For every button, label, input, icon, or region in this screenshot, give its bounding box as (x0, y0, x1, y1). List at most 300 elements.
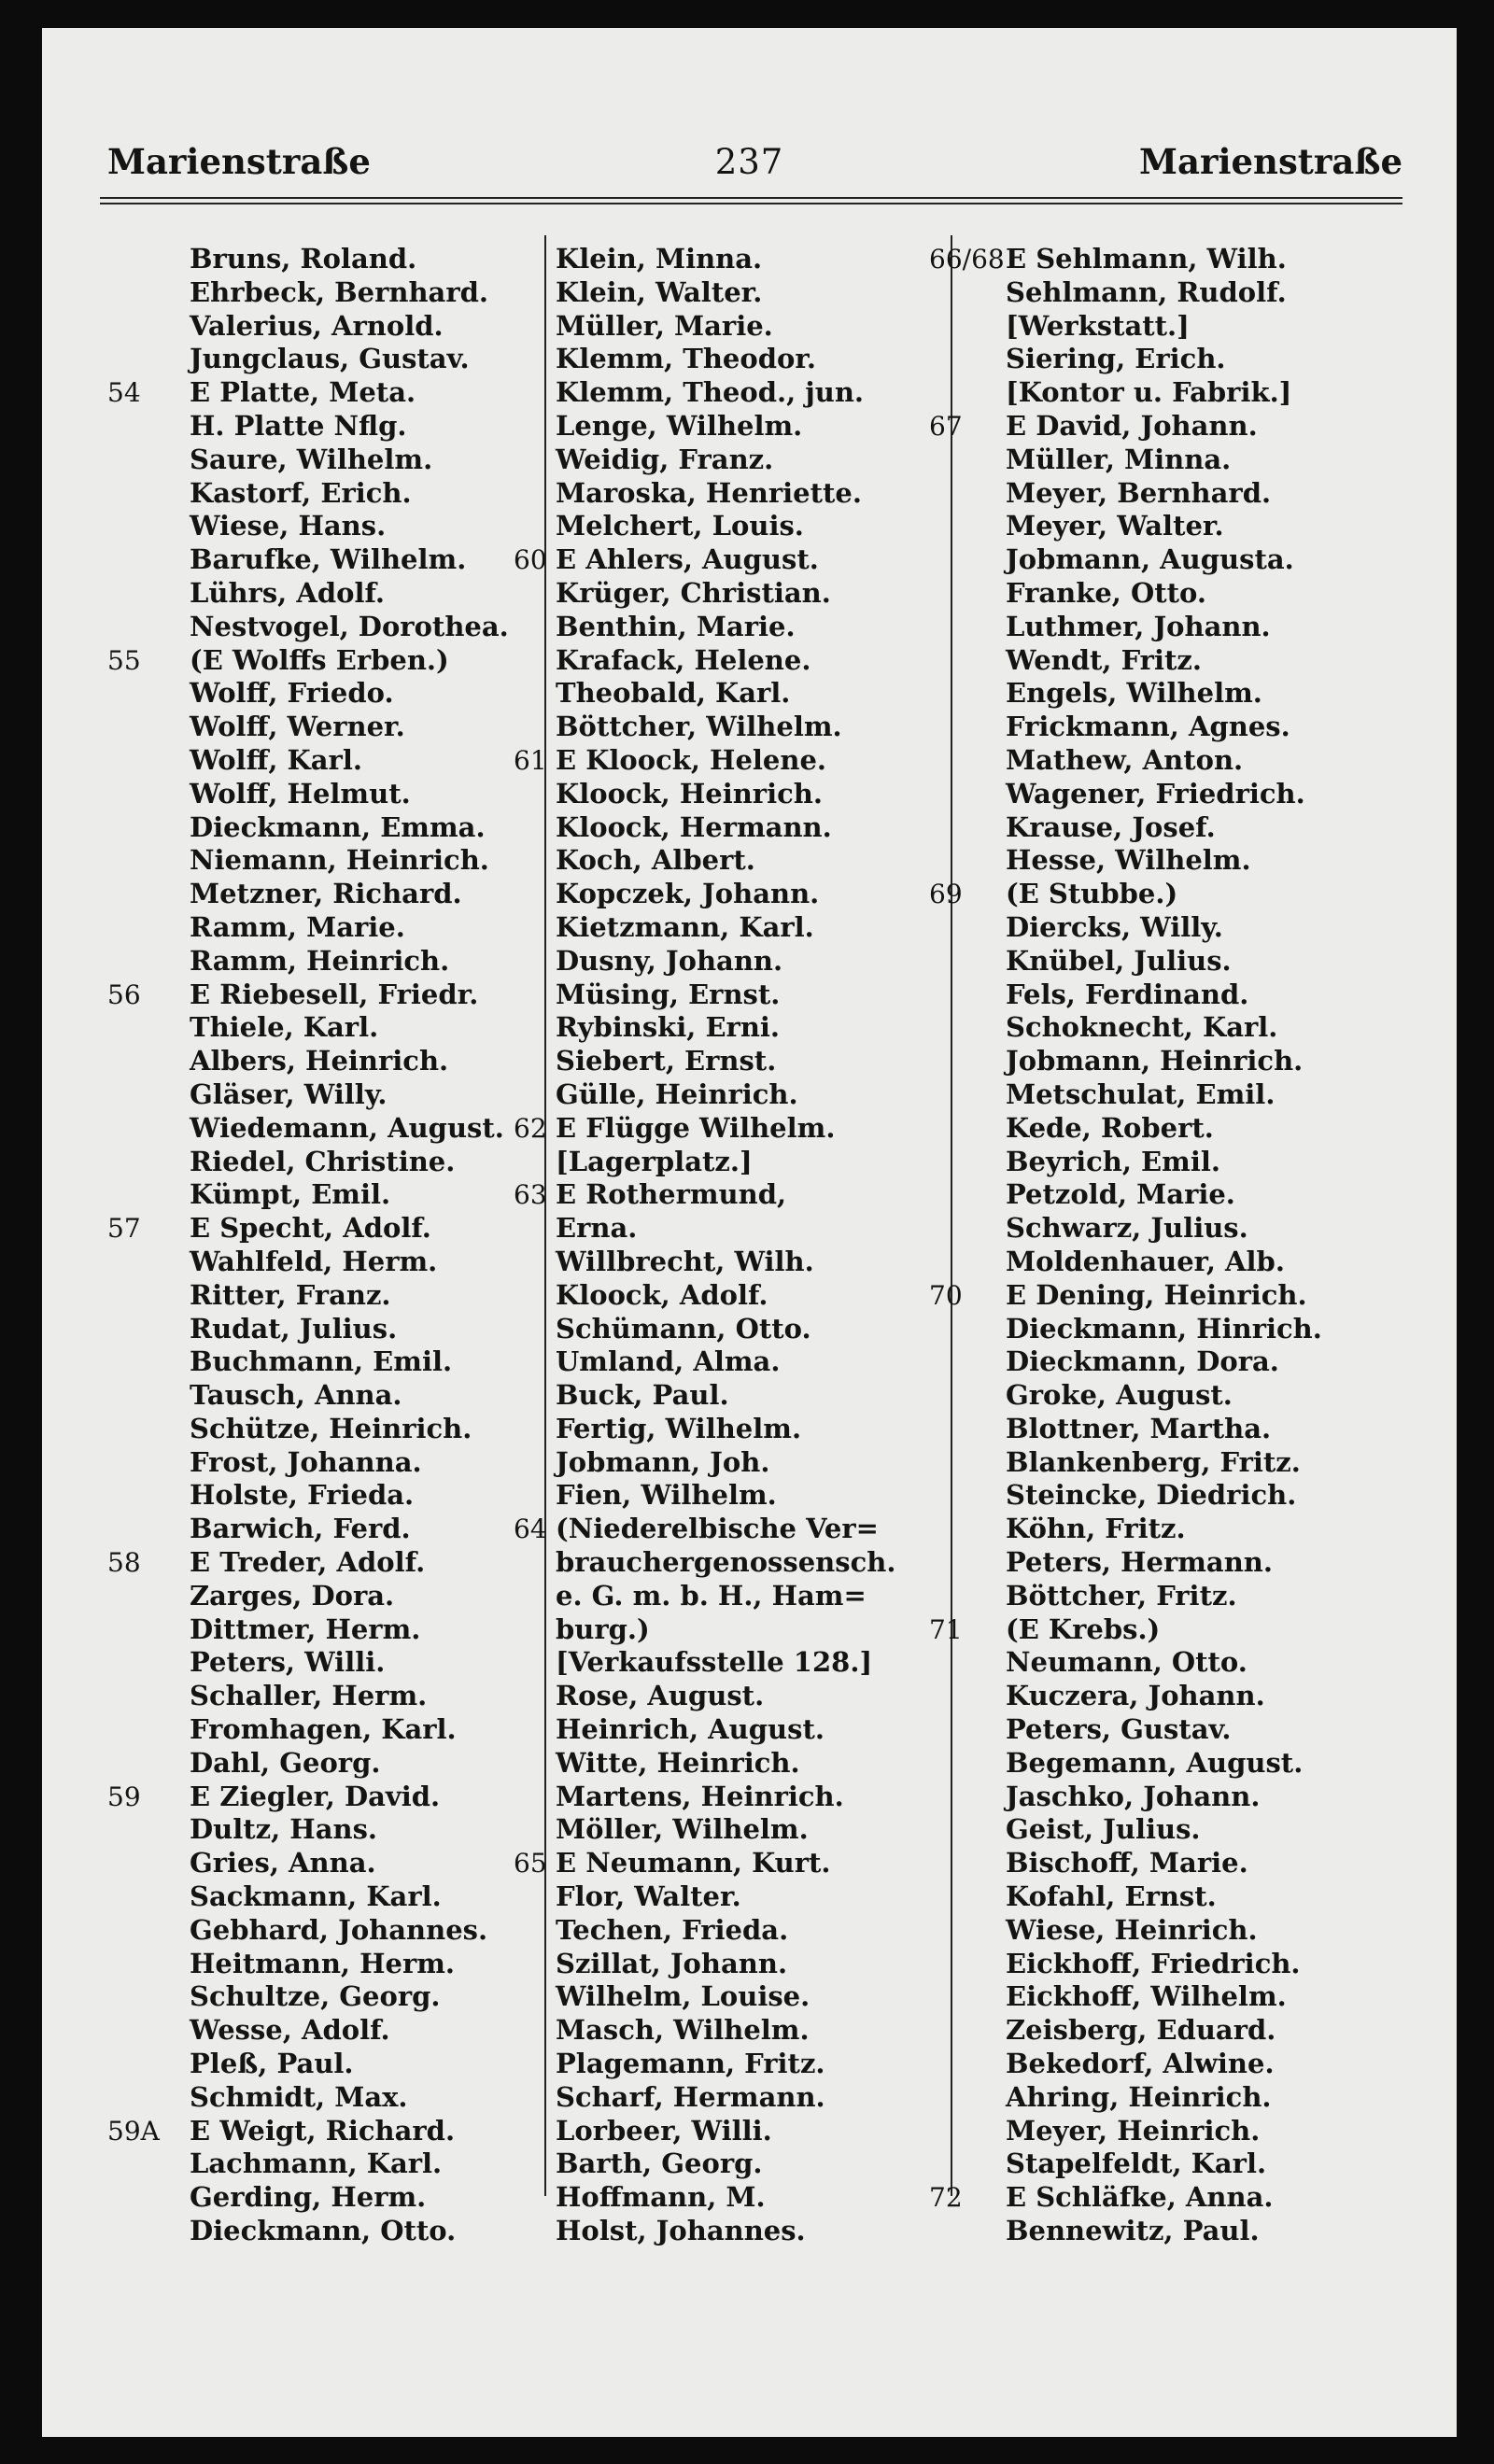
resident-name: Kuczera, Johann. (1006, 1680, 1265, 1712)
resident-name: Müsing, Ernst. (556, 978, 781, 1010)
directory-entry (514, 878, 952, 911)
resident-name: E David, Johann. (1006, 409, 1258, 442)
resident-name: Diercks, Willy. (1006, 910, 1223, 943)
directory-entry (929, 778, 1396, 811)
directory-entry (514, 1914, 952, 1948)
directory-entry (107, 1880, 546, 1914)
resident-name: Heitmann, Herm. (190, 1947, 456, 1979)
directory-entry (929, 744, 1396, 778)
directory-entry (107, 1212, 546, 1246)
directory-entry (107, 945, 546, 979)
directory-entry (107, 1178, 546, 1212)
directory-entry (107, 577, 546, 611)
directory-entry (514, 1580, 952, 1613)
resident-name: Meyer, Heinrich. (1006, 2114, 1261, 2147)
resident-name: Peters, Willi. (190, 1646, 386, 1679)
resident-name: Metzner, Richard. (190, 878, 462, 910)
resident-name: Dultz, Hans. (190, 1813, 378, 1846)
resident-name: Bekedorf, Alwine. (1006, 2048, 1275, 2080)
directory-entry (929, 2215, 1396, 2248)
directory-entry (107, 844, 546, 878)
directory-entry (929, 1146, 1396, 1179)
directory-entry (514, 477, 952, 511)
directory-entry (514, 1413, 952, 1446)
directory-entry (929, 376, 1396, 410)
resident-name: Wendt, Fritz. (1006, 643, 1202, 676)
resident-name: Fels, Ferdinand. (1006, 978, 1249, 1010)
resident-name: Knübel, Julius. (1006, 944, 1232, 977)
column-1 (107, 243, 546, 2248)
resident-name: Dittmer, Herm. (190, 1612, 421, 1645)
resident-name: Peters, Gustav. (1006, 1713, 1232, 1746)
directory-entry (107, 310, 546, 344)
directory-entry (929, 1246, 1396, 1279)
house-number: 71 (929, 1613, 963, 1645)
resident-name: Wilhelm, Louise. (556, 1980, 810, 2013)
directory-entry (514, 1112, 952, 1146)
directory-entry (107, 711, 546, 744)
directory-entry (929, 310, 1396, 344)
directory-entry (514, 1078, 952, 1112)
resident-name: Bischoff, Marie. (1006, 1847, 1248, 1880)
house-number: 63 (514, 1179, 547, 1211)
resident-name: Meyer, Walter. (1006, 510, 1224, 542)
resident-name: Techen, Frieda. (556, 1913, 789, 1946)
resident-name: Wiese, Hans. (190, 510, 387, 542)
directory-entry (929, 410, 1396, 444)
directory-entry (929, 1680, 1396, 1713)
directory-entry (107, 1781, 546, 1814)
directory-entry (107, 778, 546, 811)
resident-name: Klemm, Theod., jun. (556, 376, 865, 409)
directory-entry (514, 1847, 952, 1880)
directory-entry (514, 1379, 952, 1413)
resident-name: Niemann, Heinrich. (190, 844, 489, 877)
directory-entry (107, 477, 546, 511)
directory-entry (107, 510, 546, 543)
directory-entry (514, 1146, 952, 1179)
directory-entry (107, 1313, 546, 1346)
resident-name: Koch, Albert. (556, 844, 755, 877)
directory-entry (514, 611, 952, 644)
directory-entry (514, 2115, 952, 2148)
resident-name: Wahlfeld, Herm. (190, 1245, 438, 1277)
resident-name: E Ziegler, David. (190, 1780, 441, 1812)
directory-entry (929, 1646, 1396, 1680)
directory-entry (929, 1813, 1396, 1847)
resident-name: Buchmann, Emil. (190, 1345, 453, 1378)
directory-entry (107, 1680, 546, 1713)
directory-entry (514, 979, 952, 1012)
directory-entry (514, 1345, 952, 1379)
directory-entry (107, 1948, 546, 1981)
directory-entry (107, 343, 546, 376)
directory-entry (929, 1112, 1396, 1146)
resident-name: Erna. (556, 1212, 638, 1245)
resident-name: Wiedemann, August. (190, 1111, 504, 1144)
resident-name: Ramm, Heinrich. (190, 944, 450, 977)
directory-entry (514, 1880, 952, 1914)
resident-name: [Kontor u. Fabrik.] (1006, 376, 1292, 409)
resident-name: Schütze, Heinrich. (190, 1412, 472, 1444)
directory-entry (929, 343, 1396, 376)
resident-name: e. G. m. b. H., Ham= (556, 1579, 867, 1612)
resident-name: Plagemann, Fritz. (556, 2048, 825, 2080)
resident-name: Kloock, Hermann. (556, 810, 832, 843)
house-number: 59 (107, 1781, 141, 1812)
resident-name: Heinrich, August. (556, 1713, 825, 1746)
directory-entry (107, 1279, 546, 1313)
directory-entry (929, 677, 1396, 711)
directory-entry (929, 1948, 1396, 1981)
directory-entry (514, 1813, 952, 1847)
resident-name: Kloock, Adolf. (556, 1278, 768, 1311)
resident-name: Riedel, Christine. (190, 1145, 456, 1177)
directory-entry (929, 1446, 1396, 1480)
resident-name: Ehrbeck, Bernhard. (190, 275, 488, 308)
resident-name: Gülle, Heinrich. (556, 1077, 798, 1110)
directory-entry (107, 2048, 546, 2081)
column-2 (514, 243, 952, 2248)
resident-name: Schwarz, Julius. (1006, 1212, 1248, 1245)
directory-entry (929, 2014, 1396, 2048)
directory-entry (107, 376, 546, 410)
resident-name: Möller, Wilhelm. (556, 1813, 809, 1846)
resident-name: Groke, August. (1006, 1379, 1233, 1412)
resident-name: Saure, Wilhelm. (190, 443, 433, 475)
resident-name: E Sehlmann, Wilh. (1006, 243, 1287, 275)
directory-entry (514, 1747, 952, 1781)
directory-entry (514, 1011, 952, 1045)
house-number: 61 (514, 744, 547, 776)
resident-name: Franke, Otto. (1006, 576, 1206, 609)
resident-name: (Niederelbische Ver= (556, 1513, 879, 1545)
resident-name: Martens, Heinrich. (556, 1780, 844, 1812)
resident-name: E Kloock, Helene. (556, 743, 826, 776)
directory-entry (107, 1112, 546, 1146)
resident-name: Mathew, Anton. (1006, 743, 1244, 776)
resident-name: (E Stubbe.) (1006, 878, 1178, 910)
resident-name: Jobmann, Augusta. (1006, 543, 1294, 576)
resident-name: Kofahl, Ernst. (1006, 1880, 1217, 1913)
resident-name: Ramm, Marie. (190, 910, 405, 943)
directory-entry (514, 945, 952, 979)
directory-entry (514, 1513, 952, 1546)
resident-name: Theobald, Karl. (556, 677, 791, 710)
house-number: 62 (514, 1112, 547, 1144)
resident-name: Barwich, Ferd. (190, 1513, 411, 1545)
resident-name: E Weigt, Richard. (190, 2114, 456, 2147)
resident-name: Gebhard, Johannes. (190, 1913, 488, 1946)
house-number: 66/68 (929, 244, 1005, 275)
resident-name: Masch, Wilhelm. (556, 2014, 810, 2047)
resident-name: Benthin, Marie. (556, 610, 796, 642)
directory-entry (929, 2181, 1396, 2215)
directory-entry (514, 1613, 952, 1647)
house-number: 58 (107, 1547, 141, 1579)
resident-name: Schaller, Herm. (190, 1680, 428, 1712)
directory-entry (514, 1479, 952, 1513)
resident-name: Begemann, August. (1006, 1746, 1304, 1779)
directory-entry (929, 1313, 1396, 1346)
directory-entry (514, 1246, 952, 1279)
directory-entry (514, 1313, 952, 1346)
directory-entry (929, 1279, 1396, 1313)
directory-entry (929, 1379, 1396, 1413)
directory-entry (929, 444, 1396, 477)
directory-entry (514, 1045, 952, 1078)
resident-name: Gries, Anna. (190, 1847, 376, 1880)
directory-entry (514, 1713, 952, 1747)
directory-entry (514, 543, 952, 577)
resident-name: Albers, Heinrich. (190, 1045, 449, 1077)
house-number: 64 (514, 1514, 547, 1545)
directory-entry (929, 1781, 1396, 1814)
directory-entry (107, 2115, 546, 2148)
directory-entry (107, 543, 546, 577)
resident-name: Ahring, Heinrich. (1006, 2080, 1272, 2113)
directory-entry (107, 2215, 546, 2248)
directory-entry (107, 1713, 546, 1747)
house-number: 59A (107, 2115, 160, 2147)
resident-name: Böttcher, Fritz. (1006, 1579, 1237, 1612)
directory-entry (929, 844, 1396, 878)
resident-name: Jobmann, Heinrich. (1006, 1045, 1304, 1077)
resident-name: Jungclaus, Gustav. (190, 343, 470, 375)
directory-entry (107, 1580, 546, 1613)
directory-entry (514, 343, 952, 376)
running-header-left: Marienstraße (107, 141, 371, 182)
resident-name: Jobmann, Joh. (556, 1445, 770, 1478)
resident-name: Frickmann, Agnes. (1006, 711, 1290, 743)
resident-name: Krause, Josef. (1006, 810, 1216, 843)
resident-name: Dieckmann, Hinrich. (1006, 1312, 1322, 1345)
directory-entry (514, 844, 952, 878)
resident-name: Willbrecht, Wilh. (556, 1245, 814, 1277)
resident-name: Kopczek, Johann. (556, 878, 820, 910)
directory-entry (929, 711, 1396, 744)
resident-name: Schmidt, Max. (190, 2080, 408, 2113)
resident-name: [Verkaufsstelle 128.] (556, 1646, 873, 1679)
resident-name: Wesse, Adolf. (190, 2014, 390, 2047)
directory-entry (107, 1146, 546, 1179)
resident-name: Blottner, Martha. (1006, 1412, 1272, 1444)
directory-entry (107, 276, 546, 310)
directory-entry (514, 310, 952, 344)
directory-entry (514, 1646, 952, 1680)
resident-name: E Dening, Heinrich. (1006, 1278, 1307, 1311)
directory-entry (107, 1479, 546, 1513)
directory-entry (929, 1413, 1396, 1446)
directory-entry (929, 945, 1396, 979)
resident-name: Schoknecht, Karl. (1006, 1011, 1278, 1044)
directory-entry (107, 2081, 546, 2115)
resident-name: Müller, Marie. (556, 309, 773, 342)
house-number: 57 (107, 1213, 141, 1245)
resident-name: Klein, Minna. (556, 243, 763, 275)
directory-entry (107, 878, 546, 911)
directory-entry (929, 1178, 1396, 1212)
resident-name: Thiele, Karl. (190, 1011, 379, 1044)
directory-entry (107, 611, 546, 644)
directory-entry (514, 911, 952, 945)
directory-entry (107, 811, 546, 845)
resident-name: E Neumann, Kurt. (556, 1847, 831, 1880)
resident-name: Barth, Georg. (556, 2147, 763, 2180)
resident-name: Fertig, Wilhelm. (556, 1412, 802, 1444)
resident-name: Krüger, Christian. (556, 576, 831, 609)
directory-entry (107, 410, 546, 444)
resident-name: Müller, Minna. (1006, 443, 1232, 475)
directory-entry (929, 1345, 1396, 1379)
directory-entry (929, 577, 1396, 611)
directory-entry (107, 1813, 546, 1847)
directory-entry (514, 1948, 952, 1981)
resident-name: Dieckmann, Dora. (1006, 1345, 1279, 1378)
resident-name: Beyrich, Emil. (1006, 1145, 1220, 1177)
directory-entry (929, 611, 1396, 644)
resident-name: Melchert, Louis. (556, 510, 804, 542)
resident-name: Flor, Walter. (556, 1880, 741, 1913)
resident-name: Eickhoff, Friedrich. (1006, 1947, 1301, 1979)
directory-entry (929, 878, 1396, 911)
directory-entry (107, 1646, 546, 1680)
resident-name: Stapelfeldt, Karl. (1006, 2147, 1267, 2180)
directory-entry (514, 2215, 952, 2248)
directory-entry (107, 1379, 546, 1413)
resident-name: brauchergenossensch. (556, 1546, 896, 1579)
resident-name: E Ahlers, August. (556, 543, 819, 576)
directory-entry (929, 477, 1396, 511)
resident-name: Zarges, Dora. (190, 1579, 395, 1612)
directory-entry (929, 1078, 1396, 1112)
directory-entry (107, 1747, 546, 1781)
directory-entry (514, 1178, 952, 1212)
directory-entry (929, 1011, 1396, 1045)
resident-name: Lorbeer, Willi. (556, 2114, 772, 2147)
directory-entry (929, 1045, 1396, 1078)
directory-entry (107, 979, 546, 1012)
resident-name: Bennewitz, Paul. (1006, 2215, 1260, 2247)
resident-name: Holste, Frieda. (190, 1479, 415, 1512)
directory-entry (514, 1980, 952, 2014)
directory-entry (929, 979, 1396, 1012)
directory-entry (929, 911, 1396, 945)
resident-name: Siering, Erich. (1006, 343, 1226, 375)
directory-entry (107, 1413, 546, 1446)
directory-entry (514, 778, 952, 811)
resident-name: Sehlmann, Rudolf. (1006, 275, 1287, 308)
directory-entry (929, 1880, 1396, 1914)
directory-entry (929, 1513, 1396, 1546)
resident-name: Buck, Paul. (556, 1379, 729, 1412)
resident-name: Gläser, Willy. (190, 1077, 388, 1110)
resident-name: E Schläfke, Anna. (1006, 2181, 1274, 2214)
directory-entry (929, 1580, 1396, 1613)
resident-name: [Werkstatt.] (1006, 309, 1190, 342)
directory-entry (929, 1847, 1396, 1880)
resident-name: [Lagerplatz.] (556, 1145, 753, 1177)
resident-name: Lenge, Wilhelm. (556, 409, 803, 442)
directory-entry (929, 2048, 1396, 2081)
directory-entry (514, 2048, 952, 2081)
resident-name: Dahl, Georg. (190, 1746, 381, 1779)
directory-entry (107, 2147, 546, 2181)
directory-entry (929, 1479, 1396, 1513)
resident-name: Moldenhauer, Alb. (1006, 1245, 1285, 1277)
resident-name: Pleß, Paul. (190, 2048, 354, 2080)
resident-name: Jaschko, Johann. (1006, 1780, 1261, 1812)
directory-entry (929, 1713, 1396, 1747)
resident-name: Lachmann, Karl. (190, 2147, 443, 2180)
resident-name: Peters, Hermann. (1006, 1546, 1273, 1579)
resident-name: Wagener, Friedrich. (1006, 777, 1305, 810)
directory-entry (107, 1847, 546, 1880)
resident-name: Maroska, Henriette. (556, 476, 862, 509)
house-number: 65 (514, 1848, 547, 1880)
column-3 (929, 243, 1396, 2248)
directory-entry (514, 677, 952, 711)
directory-entry (929, 276, 1396, 310)
resident-name: Rybinski, Erni. (556, 1011, 781, 1044)
directory-entry (107, 744, 546, 778)
house-number: 55 (107, 644, 141, 676)
directory-entry (929, 1747, 1396, 1781)
directory-entry (107, 1246, 546, 1279)
resident-name: E Treder, Adolf. (190, 1546, 426, 1579)
directory-entry (929, 243, 1396, 276)
resident-name: Umland, Alma. (556, 1345, 781, 1378)
resident-name: Nestvogel, Dorothea. (190, 610, 509, 642)
resident-name: E Flügge Wilhelm. (556, 1111, 836, 1144)
resident-name: Eickhoff, Wilhelm. (1006, 1980, 1287, 2013)
resident-name: Fien, Wilhelm. (556, 1479, 777, 1512)
directory-entry (929, 1613, 1396, 1647)
directory-entry (107, 1011, 546, 1045)
resident-name: Gerding, Herm. (190, 2181, 427, 2214)
directory-entry (514, 744, 952, 778)
page-number: 237 (714, 142, 784, 182)
directory-entry (929, 1914, 1396, 1948)
directory-entry (107, 1446, 546, 1480)
resident-name: E Riebesell, Friedr. (190, 978, 479, 1010)
directory-entry (107, 1045, 546, 1078)
resident-name: Luthmer, Johann. (1006, 610, 1271, 642)
directory-entry (514, 1279, 952, 1313)
resident-name: Klein, Walter. (556, 275, 763, 308)
resident-name: Valerius, Arnold. (190, 309, 444, 342)
resident-name: Köhn, Fritz. (1006, 1513, 1186, 1545)
resident-name: E Platte, Meta. (190, 376, 416, 409)
directory-entry (107, 1513, 546, 1546)
resident-name: Geist, Julius. (1006, 1813, 1201, 1846)
resident-name: Hesse, Wilhelm. (1006, 844, 1251, 877)
resident-name: Metschulat, Emil. (1006, 1077, 1276, 1110)
resident-name: burg.) (556, 1612, 650, 1645)
directory-entry (514, 410, 952, 444)
resident-name: Dieckmann, Otto. (190, 2215, 457, 2247)
resident-name: Kietzmann, Karl. (556, 910, 814, 943)
directory-entry (514, 2147, 952, 2181)
resident-name: Wolff, Karl. (190, 743, 362, 776)
resident-name: Kede, Robert. (1006, 1111, 1214, 1144)
resident-name: E Rothermund, (556, 1178, 787, 1211)
resident-name: H. Platte Nflg. (190, 409, 407, 442)
resident-name: Engels, Wilhelm. (1006, 677, 1262, 710)
running-header-right: Marienstraße (1139, 141, 1402, 182)
directory-entry (929, 543, 1396, 577)
resident-name: Neumann, Otto. (1006, 1646, 1247, 1679)
